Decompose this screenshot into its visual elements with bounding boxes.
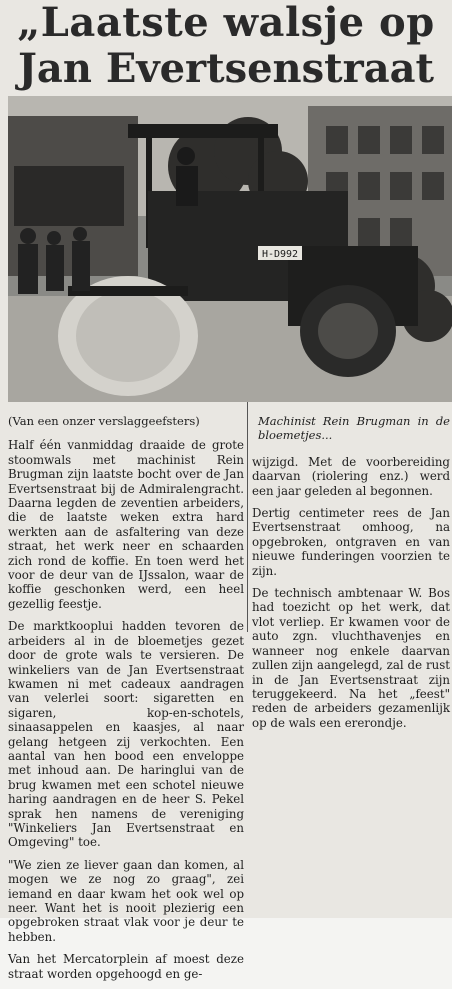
paragraph-text: Van het Mercatorplein af moest deze straat worden opgehoogd en ge- — [8, 952, 244, 981]
article-column-right — [252, 414, 450, 738]
paragraph-text: Half één vanmiddag draaide de grote stoomwals met machinist Rein Brugman zijn laatste bocht over de Jan Evertsenstraat bij de Admiralengracht. Daarna legden de zeventien arbeiders, die de laatste weken extra hard werkten aan de asfaltering van deze straat, het werk neer en schaarden zich rond de koffie. En toen werd het voor de deur van de IJssalon, waar de koffie geschonken werd, een heel gezellig feestje. — [8, 438, 244, 611]
paragraph — [8, 619, 244, 850]
byline: (Van een onzer verslaggeefsters) — [8, 414, 200, 428]
paragraph-text: "We zien ze liever gaan dan komen, al mogen we ze nog zo graag", zei iemand en daar kwam het ook wel op neer. Want het is nooit plezierig een opgebroken straat vlak voor je deur te hebben. — [8, 857, 244, 944]
paragraph-text: De technisch ambtenaar W. Bos had toezicht op het werk, dat vlot verliep. Er kwamen voor de auto zgn. vluchthavenjes en wanneer nog enkele daarvan zullen zijn aangelegd, zal de rust in de Jan Evertsenstraat zijn teruggekeerd. Na het „feest" reden de arbeiders gezamenlijk op de wals een ererondje. — [252, 586, 450, 730]
paragraph — [252, 455, 450, 498]
photo-illustration — [8, 96, 452, 402]
steamroller-photo — [8, 96, 452, 402]
article-body — [0, 402, 452, 981]
photo-caption: Machinist Rein Brugman in de bloemetjes... — [258, 414, 450, 443]
paragraph — [252, 586, 450, 730]
headline-line-1: „Laatste walsje op — [17, 0, 435, 46]
paragraph-intro — [8, 438, 244, 611]
article-column-left — [8, 414, 244, 989]
headline-line-2: Jan Evertsenstraat — [17, 46, 434, 92]
license-plate: H-D992 — [261, 249, 299, 260]
paragraph — [252, 506, 450, 578]
paragraph-text: De marktkooplui hadden tevoren de arbeiders al in de bloemetjes gezet door de grote wals te versieren. De winkeliers van de Jan Evertsenstraat kwamen ni met cadeaux aandragen van velerlei soort: sigaretten en sigaren, kop-en-schotels, sinaasappelen en kaasjes, al naar gelang hetgeen zij verkochten. Een aantal van hen bood een enveloppe met inhoud aan. De haringlui van de brug kwamen met een schotel nieuwe haring aandragen en de heer S. Pekel sprak hen namens de vereniging "Winkeliers Jan Evertsenstraat en Omgeving" toe. — [8, 619, 244, 850]
headline — [0, 0, 452, 95]
paragraph-text: wijzigd. Met de voorbereiding daarvan (riolering enz.) werd een jaar geleden al begonnen. — [252, 454, 450, 498]
paragraph-text: Dertig centimeter rees de Jan Evertsenstraat omhoog, na opgebroken, ontgraven en van nieuwe funderingen voorzien te zijn. — [252, 506, 450, 578]
paragraph — [8, 952, 244, 981]
paragraph — [8, 858, 244, 944]
